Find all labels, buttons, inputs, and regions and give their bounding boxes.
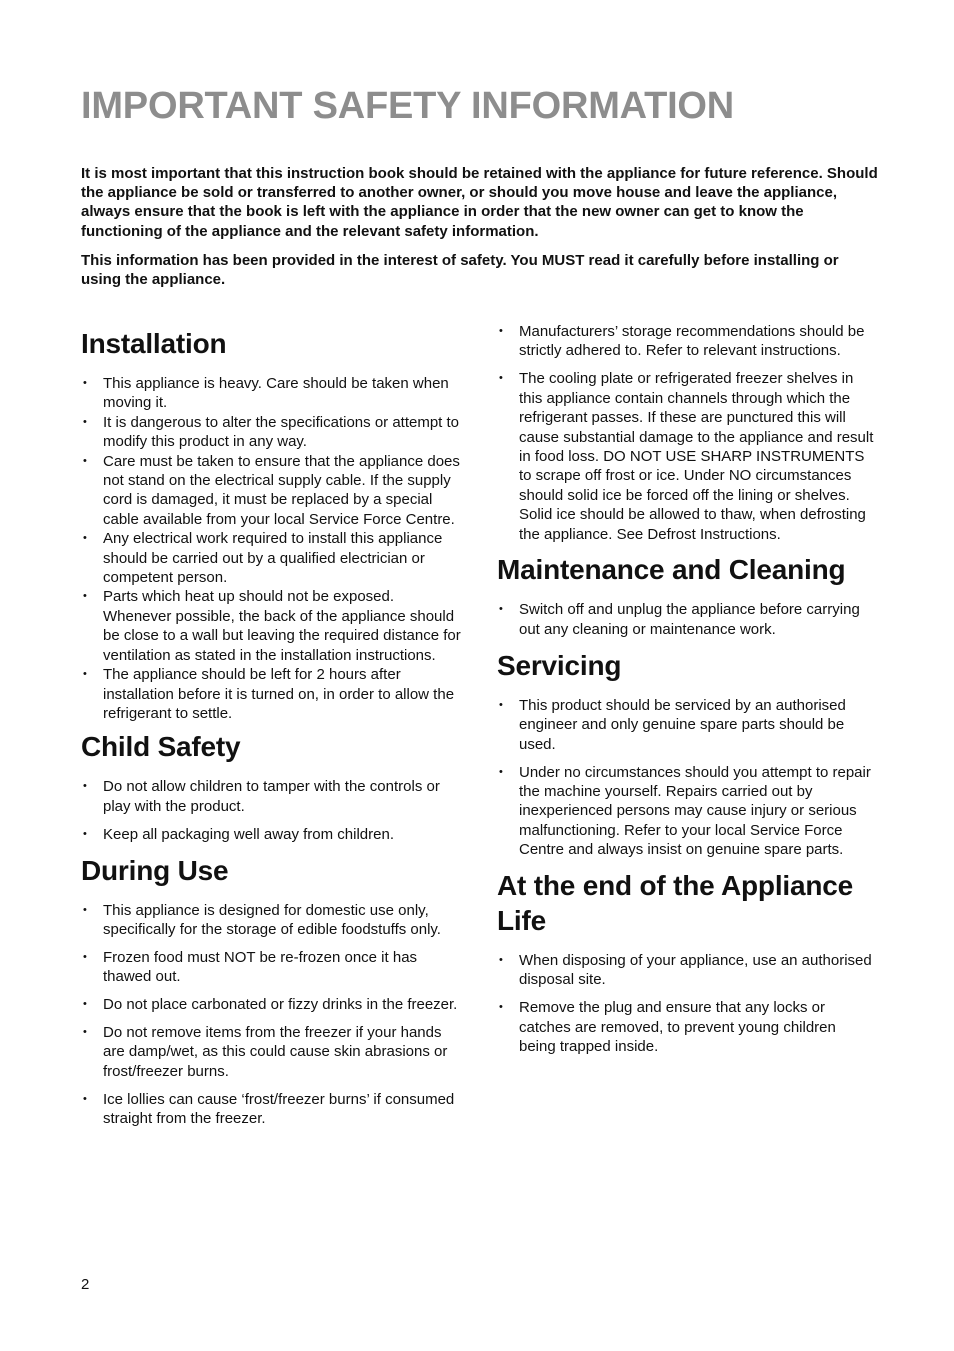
list-item: • This product should be serviced by an authorised engineer and only genuine spare parts should be used. bbox=[497, 696, 875, 754]
during-use-list bbox=[81, 901, 461, 1129]
left-column bbox=[81, 322, 461, 1137]
child-safety-section bbox=[81, 729, 461, 844]
list-item: • Switch off and unplug the appliance before carrying out any cleaning or maintenance work. bbox=[497, 600, 875, 639]
list-item: • Care must be taken to ensure that the appliance does not stand on the electrical supply cable. If the supply cord is damaged, it must be replaced by a special cable available from your local Service Force Centre. bbox=[81, 452, 461, 530]
list-item: • The cooling plate or refrigerated freezer shelves in this appliance contain channels through which the refrigerant passes. If these are punctured this will cause substantial damage to the appliance and result in food loss. DO NOT USE SHARP INSTRUMENTS to scrape off frost or ice. Under NO circumstances should solid ice be forced off the lining or shelves. Solid ice should be allowed to thaw, when defrosting the appliance. See Defrost Instructions. bbox=[497, 369, 875, 544]
installation-section bbox=[81, 326, 461, 723]
right-column bbox=[497, 322, 875, 1065]
list-item: • Any electrical work required to install this appliance should be carried out by a qualified electrician or competent person. bbox=[81, 529, 461, 587]
list-item: • Ice lollies can cause ‘frost/freezer burns’ if consumed straight from the freezer. bbox=[81, 1090, 461, 1129]
maintenance-heading: Maintenance and Cleaning bbox=[497, 554, 846, 586]
child-safety-heading: Child Safety bbox=[81, 731, 241, 763]
installation-list bbox=[81, 374, 461, 723]
during-use-continued-list bbox=[497, 322, 875, 544]
during-use-heading: During Use bbox=[81, 854, 229, 886]
list-item: • Do not place carbonated or fizzy drinks in the freezer. bbox=[81, 995, 461, 1014]
list-item: • Under no circumstances should you attempt to repair the machine yourself. Repairs carried out by inexperienced persons may cause injury or serious malfunctioning. Refer to your local Service Force Centre and always insist on genuine spare parts. bbox=[497, 763, 875, 860]
end-of-life-list bbox=[497, 951, 875, 1057]
servicing-section bbox=[497, 648, 875, 860]
intro-paragraph: It is most important that this instruction book should be retained with the appliance for future reference. Should the appliance be sold or transferred to another owner, or should you move house and leave the appliance, always ensure that the book is left with the appliance in order that the new owner can get to know the functioning of the appliance and the relevant safety information. bbox=[81, 165, 878, 240]
maintenance-list bbox=[497, 600, 875, 639]
child-safety-list bbox=[81, 777, 461, 844]
list-item: • Remove the plug and ensure that any locks or catches are removed, to prevent young children being trapped inside. bbox=[497, 998, 875, 1056]
list-item: • Do not allow children to tamper with the controls or play with the product. bbox=[81, 777, 461, 816]
list-item: • Parts which heat up should not be exposed. Whenever possible, the back of the appliance should be close to a wall but leaving the required distance for ventilation as stated in the installation instructions. bbox=[81, 587, 461, 665]
list-item: • Manufacturers’ storage recommendations should be strictly adhered to. Refer to relevant instructions. bbox=[497, 322, 875, 361]
intro bbox=[81, 164, 881, 299]
list-item: • Keep all packaging well away from children. bbox=[81, 825, 461, 844]
servicing-list bbox=[497, 696, 875, 860]
during-use-section bbox=[81, 853, 461, 1129]
installation-heading: Installation bbox=[81, 328, 227, 359]
list-item: • When disposing of your appliance, use an authorised disposal site. bbox=[497, 951, 875, 990]
end-of-life-section bbox=[497, 868, 875, 1057]
end-of-life-heading: At the end of the Appliance Life bbox=[497, 870, 854, 937]
during-use-continued-section bbox=[497, 322, 875, 544]
page-title: IMPORTANT SAFETY INFORMATION bbox=[81, 85, 735, 127]
list-item: • Frozen food must NOT be re-frozen once it has thawed out. bbox=[81, 948, 461, 987]
maintenance-section bbox=[497, 552, 875, 639]
intro-paragraph: This information has been provided in the interest of safety. You MUST read it carefully before installing or using the appliance. bbox=[81, 251, 839, 289]
list-item: • Do not remove items from the freezer if your hands are damp/wet, as this could cause skin abrasions or frost/freezer burns. bbox=[81, 1023, 461, 1081]
list-item: • The appliance should be left for 2 hours after installation before it is turned on, in order to allow the refrigerant to settle. bbox=[81, 665, 461, 723]
page-number: 2 bbox=[81, 1276, 90, 1293]
list-item: • This appliance is heavy. Care should be taken when moving it. bbox=[81, 374, 461, 413]
list-item: • It is dangerous to alter the specifications or attempt to modify this product in any way. bbox=[81, 413, 461, 452]
list-item: • This appliance is designed for domestic use only, specifically for the storage of edible foodstuffs only. bbox=[81, 901, 461, 940]
servicing-heading: Servicing bbox=[497, 649, 622, 681]
